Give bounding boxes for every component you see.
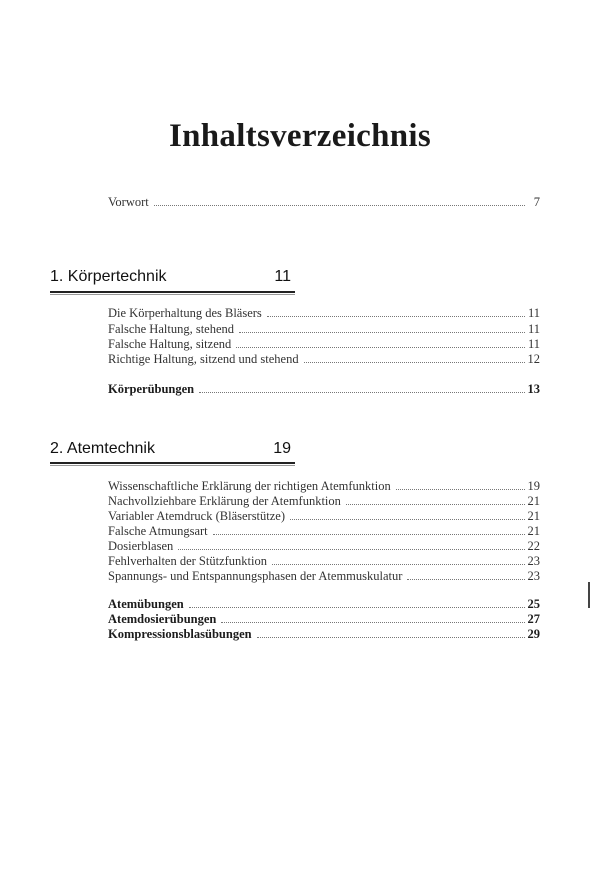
toc-entry-vorwort[interactable] <box>108 195 540 210</box>
toc-entry[interactable] <box>108 306 540 321</box>
dot-leader <box>304 361 525 363</box>
toc-entry-label: Atemdosierübungen <box>108 612 217 626</box>
toc-entry-label: Körperübungen <box>108 382 195 396</box>
toc-entry-label: Kompressionsblasübungen <box>108 627 252 641</box>
toc-entry-label: Fehlverhalten der Stützfunktion <box>108 554 267 568</box>
toc-entry[interactable] <box>108 509 540 524</box>
toc-entry-page: 23 <box>527 569 540 583</box>
toc-entry[interactable] <box>108 539 540 554</box>
chapter-title: 1. Körpertechnik <box>50 268 167 285</box>
toc-entry-page: 13 <box>527 382 540 396</box>
toc-exercise-entry[interactable] <box>108 612 540 627</box>
toc-entry-label: Die Körperhaltung des Bläsers <box>108 306 262 320</box>
toc-entry-page: 19 <box>527 479 540 493</box>
toc-entry-label: Falsche Haltung, sitzend <box>108 337 232 351</box>
toc-entry-label: Falsche Atmungsart <box>108 524 208 538</box>
dot-leader <box>236 346 525 348</box>
chapter-page: 11 <box>274 268 291 285</box>
toc-entry[interactable] <box>108 322 540 337</box>
toc-entry-label: Spannungs- und Entspannungsphasen der Atemmuskulatur <box>108 569 403 583</box>
toc-entry[interactable] <box>108 554 540 569</box>
dot-leader <box>154 204 525 206</box>
toc-entry-page: 21 <box>527 524 540 538</box>
dot-leader <box>257 636 525 638</box>
toc-entry-page: 25 <box>527 597 540 611</box>
dot-leader <box>346 503 525 505</box>
toc-entry[interactable] <box>108 494 540 509</box>
dot-leader <box>396 488 525 490</box>
toc-entry-page: 7 <box>533 195 540 209</box>
toc-exercise-entry[interactable] <box>108 597 540 612</box>
toc-entry-page: 21 <box>527 509 540 523</box>
toc-entry[interactable] <box>108 352 540 367</box>
toc-entry-label: Variabler Atemdruck (Bläserstütze) <box>108 509 286 523</box>
dot-leader <box>290 518 524 520</box>
chapter-heading-koerpertechnik[interactable] <box>50 268 295 286</box>
toc-entry[interactable] <box>108 337 540 352</box>
toc-entry-page: 23 <box>527 554 540 568</box>
chapter-title: 2. Atemtechnik <box>50 440 155 457</box>
toc-entry-page: 29 <box>527 627 540 641</box>
toc-exercise-entry[interactable] <box>108 627 540 642</box>
dot-leader <box>407 578 524 580</box>
page-title: Inhaltsverzeichnis <box>168 118 432 154</box>
toc-entry-page: 11 <box>527 322 540 336</box>
toc-entry[interactable] <box>108 524 540 539</box>
toc-entry-label: Wissenschaftliche Erklärung der richtigen Atemfunktion <box>108 479 391 493</box>
toc-exercise-entry[interactable] <box>108 382 540 397</box>
dot-leader <box>272 563 525 565</box>
toc-entry-page: 11 <box>527 306 540 320</box>
chapter-rule <box>50 462 295 464</box>
chapter-heading-atemtechnik[interactable] <box>50 440 295 458</box>
toc-entry-page: 27 <box>527 612 540 626</box>
toc-entry-label: Richtige Haltung, sitzend und stehend <box>108 352 299 366</box>
toc-entry-page: 12 <box>527 352 540 366</box>
toc-entry-label: Dosierblasen <box>108 539 174 553</box>
dot-leader <box>267 315 525 317</box>
dot-leader <box>178 548 524 550</box>
dot-leader <box>239 331 525 333</box>
dot-leader <box>189 606 525 608</box>
toc-entry-label: Nachvollziehbare Erklärung der Atemfunktion <box>108 494 341 508</box>
toc-entry-page: 11 <box>527 337 540 351</box>
toc-entry-page: 22 <box>527 539 540 553</box>
dot-leader <box>199 391 524 393</box>
toc-entry[interactable] <box>108 479 540 494</box>
toc-entry-page: 21 <box>527 494 540 508</box>
toc-entry-label: Atemübungen <box>108 597 184 611</box>
dot-leader <box>221 621 524 623</box>
toc-entry[interactable] <box>108 569 540 584</box>
toc-entry-label: Vorwort <box>108 195 149 209</box>
chapter-page: 19 <box>273 440 291 457</box>
dot-leader <box>213 533 525 535</box>
page-edge-mark <box>588 582 590 608</box>
toc-entry-label: Falsche Haltung, stehend <box>108 322 235 336</box>
chapter-rule <box>50 291 295 293</box>
